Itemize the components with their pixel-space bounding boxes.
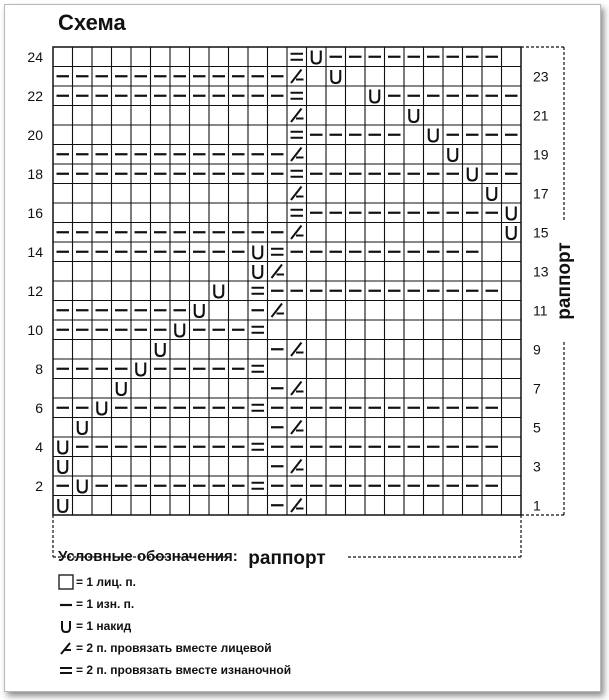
legend-item-purl — [58, 593, 291, 615]
row-number-label: 12 — [27, 282, 43, 299]
row-number-label: 5 — [533, 419, 541, 436]
row-number-label: 24 — [27, 48, 43, 65]
legend-item-knit — [58, 571, 291, 593]
row-number-label: 19 — [533, 146, 549, 163]
legend-text-purl: = 1 изн. п. — [76, 597, 135, 611]
legend-item-p2tog — [58, 659, 291, 681]
row-number-label: 3 — [533, 458, 541, 475]
row-number-label: 13 — [533, 263, 549, 280]
legend-title: Условные обозначения: — [58, 548, 238, 565]
legend — [58, 548, 291, 681]
chart-title: Схема — [58, 10, 126, 35]
row-number-label: 18 — [27, 165, 43, 182]
legend-text-yarn-over: = 1 накид — [76, 619, 132, 633]
repeat-label-bottom: раппорт — [248, 548, 326, 569]
knit-symbol-icon — [58, 574, 74, 590]
row-number-label: 9 — [533, 341, 541, 358]
legend-item-k2tog — [58, 637, 291, 659]
row-number-label: 11 — [533, 302, 548, 319]
row-number-label: 2 — [35, 477, 43, 494]
row-number-label: 10 — [27, 321, 43, 338]
legend-item-yarn-over — [58, 615, 291, 637]
row-number-label: 7 — [533, 380, 541, 397]
row-number-label: 8 — [35, 360, 43, 377]
row-number-label: 14 — [27, 243, 43, 260]
k2tog-symbol-icon — [58, 640, 74, 656]
row-number-label: 20 — [27, 126, 43, 143]
row-number-label: 1 — [533, 497, 541, 514]
row-number-label: 17 — [533, 185, 549, 202]
row-number-label: 15 — [533, 224, 549, 241]
p2tog-symbol-icon — [58, 662, 74, 678]
repeat-label-right: раппорт — [554, 242, 575, 320]
legend-text-k2tog: = 2 п. провязать вместе лицевой — [76, 641, 272, 655]
row-number-label: 4 — [35, 438, 43, 455]
yarn-over-symbol-icon — [58, 618, 74, 634]
row-number-label: 16 — [27, 204, 43, 221]
legend-text-p2tog: = 2 п. провязать вместе изнаночной — [76, 663, 292, 677]
legend-text-knit: = 1 лиц. п. — [76, 575, 136, 589]
purl-symbol-icon — [58, 596, 74, 612]
row-number-label: 22 — [27, 87, 43, 104]
row-number-label: 21 — [533, 107, 549, 124]
row-number-label: 23 — [533, 68, 549, 85]
row-number-label: 6 — [35, 399, 43, 416]
